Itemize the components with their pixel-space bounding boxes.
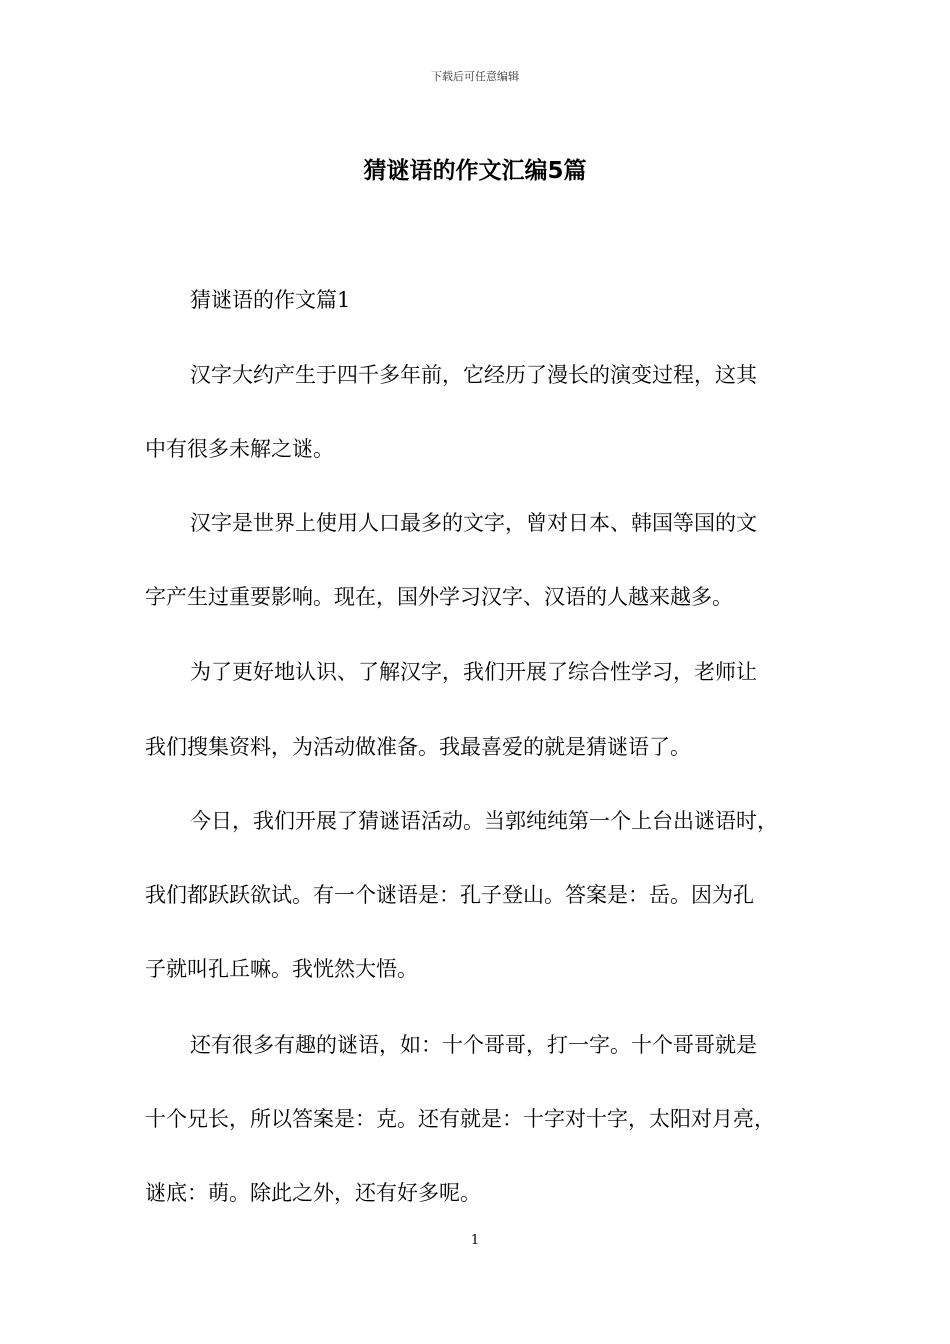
section-heading: 猜谜语的作文篇1	[190, 288, 351, 312]
paragraph-line: 今日，我们开展了猜谜语活动。当郭纯纯第一个上台出谜语时，	[190, 809, 778, 833]
page-number: 1	[470, 1233, 480, 1248]
paragraph-line: 谜底：萌。除此之外，还有好多呢。	[145, 1181, 481, 1205]
paragraph-line: 汉字是世界上使用人口最多的文字，曾对日本、韩国等国的文	[190, 511, 757, 535]
paragraph-line: 为了更好地认识、了解汉字，我们开展了综合性学习，老师让	[190, 660, 757, 684]
paragraph-line: 子就叫孔丘嘛。我恍然大悟。	[145, 957, 418, 981]
header-note: 下载后可任意编辑	[431, 70, 519, 83]
paragraph-line: 还有很多有趣的谜语，如：十个哥哥，打一字。十个哥哥就是	[190, 1033, 757, 1057]
paragraph-line: 汉字大约产生于四千多年前，它经历了漫长的演变过程，这其	[190, 363, 757, 387]
paragraph-line: 字产生过重要影响。现在，国外学习汉字、汉语的人越来越多。	[145, 585, 733, 609]
paragraph-line: 我们都跃跃欲试。有一个谜语是：孔子登山。答案是：岳。因为孔	[145, 883, 754, 907]
document-title: 猜谜语的作文汇编5篇	[363, 158, 587, 184]
paragraph-line: 中有很多未解之谜。	[145, 437, 334, 461]
paragraph-line: 我们搜集资料，为活动做准备。我最喜爱的就是猜谜语了。	[145, 735, 691, 759]
paragraph-line: 十个兄长，所以答案是：克。还有就是：十字对十字，太阳对月亮，	[145, 1107, 775, 1131]
